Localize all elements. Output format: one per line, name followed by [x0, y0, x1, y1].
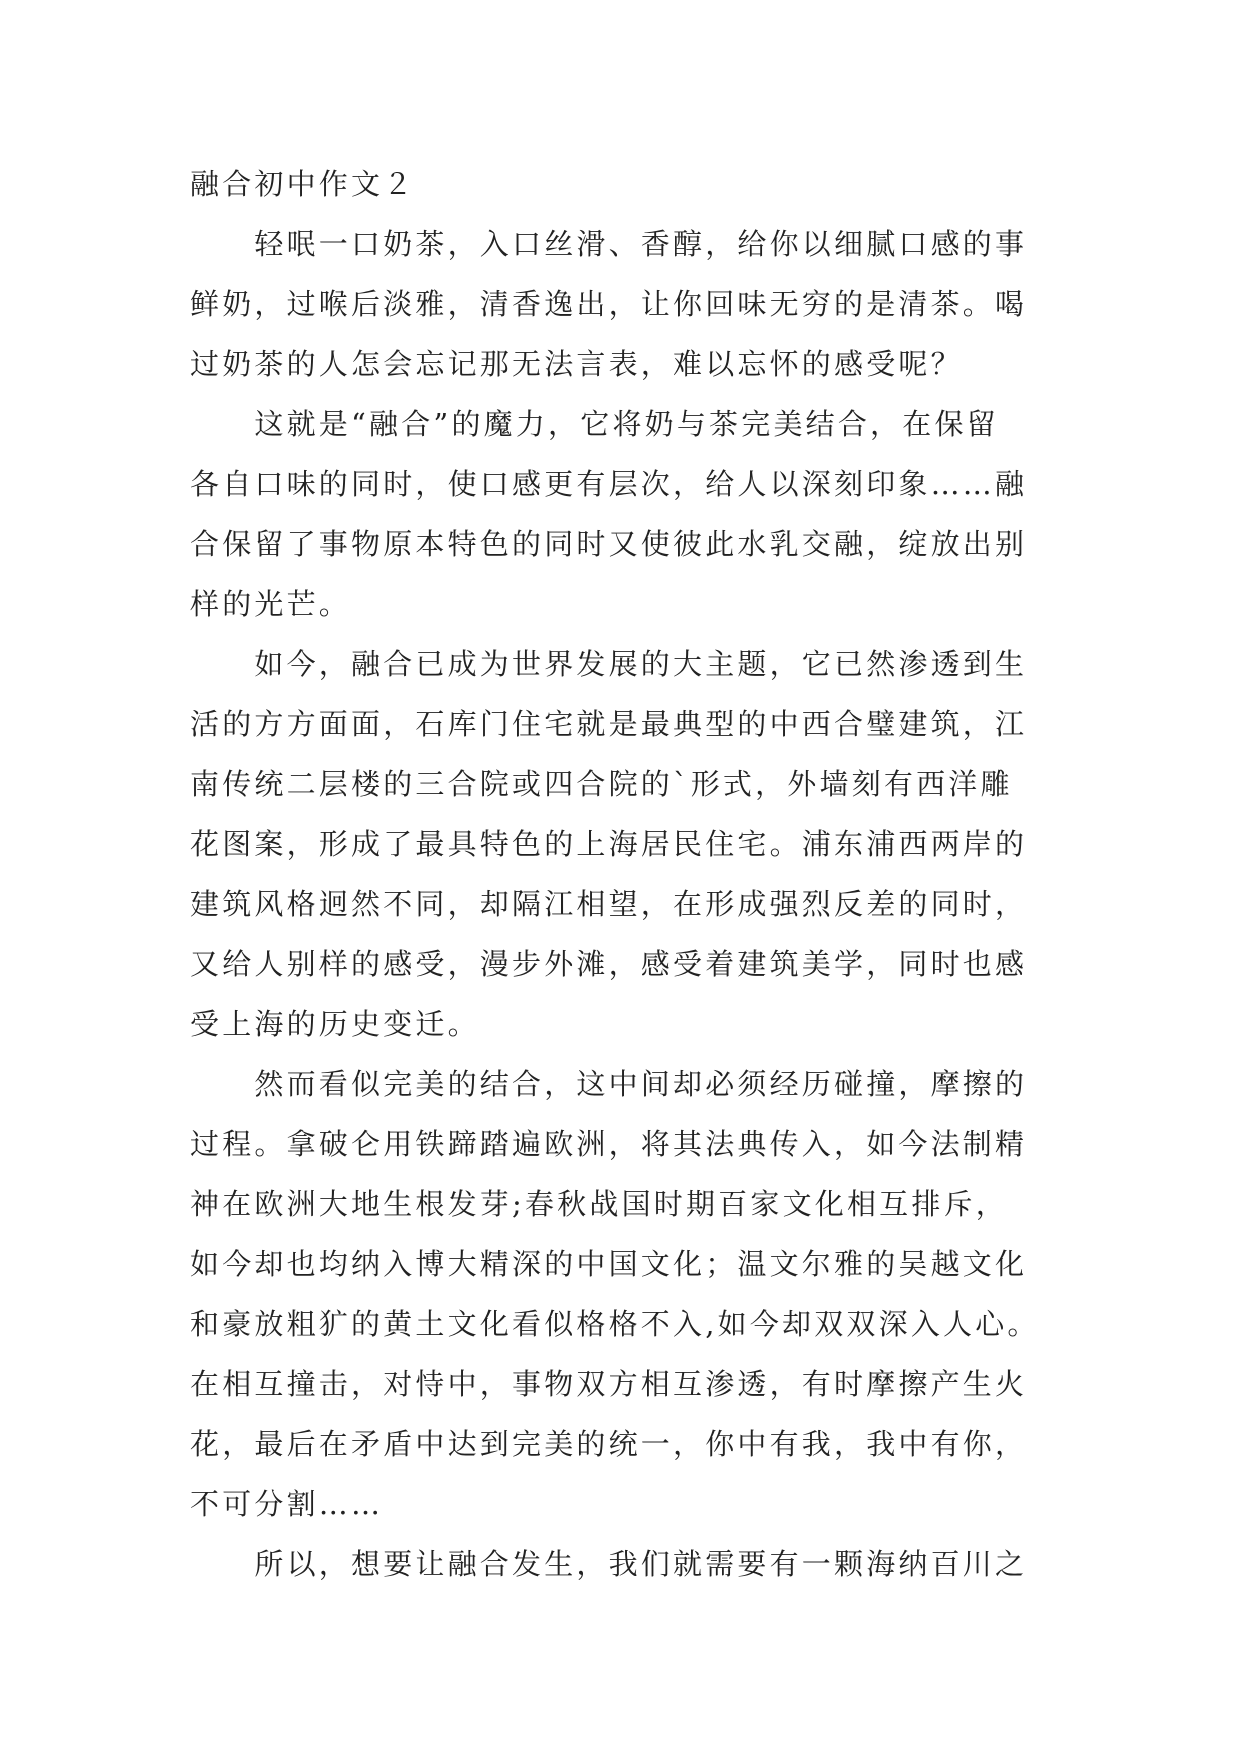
paragraph-4 — [190, 1054, 1050, 1534]
text-line: 不可分割…… — [190, 1487, 384, 1521]
text-line: 神在欧洲大地生根发芽;春秋战国时期百家文化相互排斥， — [190, 1187, 1008, 1221]
text-line: 过程。拿破仑用铁蹄踏遍欧洲，将其法典传入，如今法制精 — [190, 1127, 1028, 1161]
text-line: 如今，融合已成为世界发展的大主题，它已然渗透到生 — [190, 647, 1028, 681]
text-line: 建筑风格迥然不同，却隔江相望，在形成强烈反差的同时， — [190, 887, 1028, 921]
text-line: 活的方方面面，石库门住宅就是最典型的中西合璧建筑，江 — [190, 707, 1028, 741]
text-line: 又给人别样的感受，漫步外滩，感受着建筑美学，同时也感 — [190, 947, 1028, 981]
paragraph-3 — [190, 634, 1050, 1054]
text-line: 南传统二层楼的三合院或四合院的`形式，外墙刻有西洋雕 — [190, 767, 1013, 801]
text-line: 如今却也均纳入博大精深的中国文化；温文尔雅的吴越文化 — [190, 1247, 1028, 1281]
paragraph-2 — [190, 394, 1050, 634]
text-line: 过奶茶的人怎会忘记那无法言表，难以忘怀的感受呢？ — [190, 347, 963, 381]
essay-title: 融合初中作文２ — [190, 167, 416, 201]
text-line: 然而看似完美的结合，这中间却必须经历碰撞，摩擦的 — [190, 1067, 1028, 1101]
text-line: 在相互撞击，对恃中，事物双方相互渗透，有时摩擦产生火 — [190, 1367, 1028, 1401]
paragraph-1 — [190, 214, 1050, 394]
text-line: 样的光芒。 — [190, 587, 352, 621]
essay-body — [190, 154, 1050, 1594]
text-line: 这就是“融合”的魔力，它将奶与茶完美结合，在保留 — [190, 407, 999, 441]
text-line: 受上海的历史变迁。 — [190, 1007, 480, 1041]
text-line: 合保留了事物原本特色的同时又使彼此水乳交融，绽放出别 — [190, 527, 1028, 561]
text-line: 轻呡一口奶茶，入口丝滑、香醇，给你以细腻口感的事 — [190, 227, 1028, 261]
text-line: 花，最后在矛盾中达到完美的统一，你中有我，我中有你， — [190, 1427, 1028, 1461]
text-line: 鲜奶，过喉后淡雅，清香逸出，让你回味无穷的是清茶。喝 — [190, 287, 1028, 321]
paragraph-5 — [190, 1534, 1050, 1594]
text-line: 花图案，形成了最具特色的上海居民住宅。浦东浦西两岸的 — [190, 827, 1028, 861]
text-line: 和豪放粗犷的黄土文化看似格格不入,如今却双双深入人心。 — [190, 1307, 1040, 1341]
text-line: 所以，想要让融合发生，我们就需要有一颗海纳百川之 — [190, 1547, 1028, 1581]
text-line: 各自口味的同时，使口感更有层次，给人以深刻印象……融 — [190, 467, 1028, 501]
